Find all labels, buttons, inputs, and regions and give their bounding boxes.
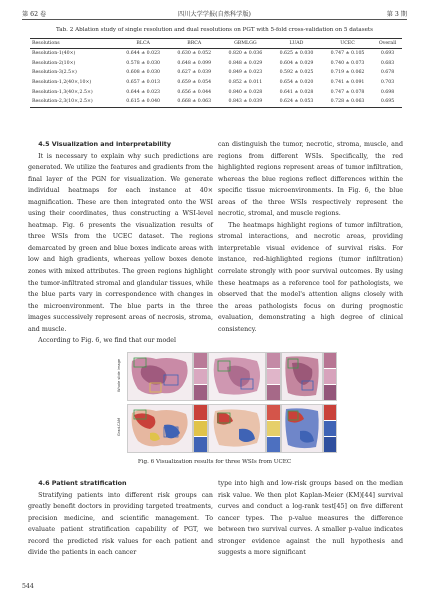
table-cell: 0.747 ± 0.105 (330, 51, 365, 57)
table-header-cell: BLCA (118, 39, 169, 49)
table-cell: 0.659 ± 0.054 (177, 80, 212, 86)
figure-6 (117, 350, 335, 454)
table-cell: 0.604 ± 0.029 (279, 60, 314, 66)
table-header-cell: BRCA (169, 39, 220, 49)
table-header-cell: Overall (373, 39, 402, 49)
paragraph: It is necessary to explain why such predictions are generated. We utilize the features and gradients from the final layer of the PGN for visualization. We generate individual heatmaps for each instance at 40× magnification. These are then integrated onto the WSI using their coordinates, thus constructing a WSI-level heatmap. Fig. 6 presents the visualization results of three WSIs from the UCEC dataset. The regions demarcated by green and blue boxes indicate areas with low and high gradients, whereas yellow boxes denote zones with mixed attributes. The green regions highlight the tumor-infiltrated stromal and glandular tissues, while the blue parts vary in correspondence with changes in the microenvironment. The blue parts in the three images successively represent areas of necrosis, stroma, and muscle. (28, 152, 213, 333)
table-header-cell: Resolutions (30, 39, 118, 49)
table-cell: Resolution-1,2(40×,10×) (32, 80, 92, 86)
table-row (30, 87, 402, 97)
wsi-image-3-art (282, 353, 322, 400)
table-cell: 0.852 ± 0.011 (228, 80, 263, 86)
table-cell: 0.678 (380, 70, 395, 76)
table-cell: 0.840 ± 0.028 (228, 89, 263, 95)
right-column-bottom (218, 478, 403, 559)
table-cell: 0.740 ± 0.073 (330, 60, 365, 66)
section-heading-4-5: 4.5 Visualization and interpretability (38, 140, 172, 148)
table-cell: 0.719 ± 0.062 (330, 70, 365, 76)
table-row (30, 59, 402, 69)
table-cell: 0.654 ± 0.020 (279, 80, 314, 86)
table-cell: 0.747 ± 0.078 (330, 89, 365, 95)
figure-caption: Fig. 6 Visualization results for three WSIs from UCEC (137, 459, 292, 465)
table-cell: 0.644 ± 0.023 (126, 89, 161, 95)
table-caption: Tab. 2 Ablation study of single resolution and dual resolutions on PGT with 5-fold cross-validation on 5 datasets (55, 27, 374, 33)
left-column-bottom (28, 478, 213, 559)
table-cell: 0.578 ± 0.030 (126, 60, 161, 66)
table-cell: 0.683 (380, 60, 395, 66)
wsi-zoom-strip-1 (193, 352, 208, 401)
journal-name: 四川大学学报(自然科学版) (178, 11, 251, 18)
gradcam-zoom-strip-2 (266, 404, 281, 453)
table-cell: 0.849 ± 0.023 (228, 70, 263, 76)
table-row (30, 97, 402, 107)
table-cell: 0.698 (380, 89, 395, 95)
gradcam-zoom-strip-1-art (194, 405, 207, 452)
table-header-cell: UCEC (322, 39, 373, 49)
table-header-cell: GBMLGG (220, 39, 271, 49)
paragraph: According to Fig. 6, we find that our model (38, 337, 177, 345)
wsi-image-2 (208, 352, 266, 401)
table-cell: Resolution-2(10×) (32, 60, 76, 66)
table-cell: Resolution-1,3(40×,2.5×) (32, 89, 93, 95)
table-cell: 0.625 ± 0.030 (279, 51, 314, 57)
table-cell: Resolution-3(2.5×) (32, 70, 77, 76)
gradcam-image-2 (208, 404, 266, 453)
gradcam-image-3 (281, 404, 323, 453)
right-column-top (218, 139, 403, 335)
volume-label: 第 62 卷 (22, 11, 47, 18)
header-rule (22, 19, 407, 20)
wsi-image-1 (127, 352, 193, 401)
table-cell: 0.728 ± 0.063 (322, 97, 373, 107)
table-cell: 0.624 ± 0.053 (271, 97, 322, 107)
table-cell: 0.627 ± 0.039 (177, 70, 212, 76)
table-cell: 0.668 ± 0.063 (169, 97, 220, 107)
running-header (22, 9, 407, 19)
row-label-gradcam: Grad-CAM (117, 417, 121, 437)
wsi-zoom-strip-3 (323, 352, 337, 401)
paragraph: can distinguish the tumor, necrotic, stroma, muscle, and regions from different WSIs. Specifically, the red highlighted regions represent areas of tumor infiltration, whereas the blue regions reflect differences within the specific tissue microenvironments. In Fig. 6, the blue areas of the three WSIs respectively represent the necrotic, stromal, and muscle regions. (218, 141, 403, 218)
table-cell: 0.608 ± 0.030 (126, 70, 161, 76)
table-cell: 0.657 ± 0.013 (126, 80, 161, 86)
wsi-zoom-strip-2 (266, 352, 281, 401)
table-cell: 0.630 ± 0.052 (177, 51, 212, 57)
paragraph: The heatmaps highlight regions of tumor infiltration, stromal interactions, and necrotic areas, providing interpretable visual evidence of survival risks. For instance, red-highlighted regions (tumor infiltration) correlate strongly with poor survival outcomes. By using these heatmaps as a reference tool for pathologists, we observed that the model's attention aligns closely with the areas pathologists focus on during prognostic evaluation, demonstrating a high degree of clinical consistency. (218, 221, 403, 333)
gradcam-image-2-art (209, 405, 265, 452)
table-header-row (30, 39, 402, 49)
gradcam-zoom-strip-3-art (324, 405, 336, 452)
paragraph: Stratifying patients into different risk groups can greatly benefit doctors in providing targeted treatments, precision medicine, and scientific management. To evaluate patient stratification capability of PGT, we record the predicted risk values for each patient and divide the patients in each cancer (28, 491, 213, 557)
table-row (30, 68, 402, 78)
table-cell: 0.703 (380, 80, 395, 86)
wsi-zoom-strip-2-art (267, 353, 280, 400)
table-header-cell: LUAD (271, 39, 322, 49)
table-cell: 0.615 ± 0.040 (118, 97, 169, 107)
table-cell: Resolution-2,3(10×,2.5×) (30, 97, 118, 107)
page-number: 544 (22, 583, 34, 590)
table-cell: 0.644 ± 0.023 (126, 51, 161, 57)
table-cell: 0.741 ± 0.091 (330, 80, 365, 86)
table-row (30, 78, 402, 88)
gradcam-zoom-strip-1 (193, 404, 208, 453)
gradcam-image-1-art (128, 405, 192, 452)
paragraph: type into high and low-risk groups based on the median risk value. We then plot Kaplan-Meier (KM)[44] survival curves and conduct a log-rank test[45] on five different cancer types. The p-value measures the difference between two survival curves. A smaller p-value indicates stronger evidence against the null hypothesis and suggests a more significant (218, 480, 403, 557)
table-cell: 0.693 (380, 51, 395, 57)
table-cell: 0.848 ± 0.029 (228, 60, 263, 66)
table-cell: 0.648 ± 0.099 (177, 60, 212, 66)
gradcam-zoom-strip-2-art (267, 405, 280, 452)
table-cell: 0.820 ± 0.036 (228, 51, 263, 57)
table-cell: 0.695 (373, 97, 402, 107)
issue-label: 第 3 期 (386, 11, 407, 18)
table-row (30, 49, 402, 59)
wsi-image-3 (281, 352, 323, 401)
ablation-table (30, 38, 402, 108)
table-cell: 0.843 ± 0.039 (220, 97, 271, 107)
left-column-top (28, 139, 213, 347)
table-cell: 0.641 ± 0.028 (279, 89, 314, 95)
gradcam-image-1 (127, 404, 193, 453)
table-cell: 0.592 ± 0.025 (279, 70, 314, 76)
wsi-image-2-art (209, 353, 265, 400)
gradcam-zoom-strip-3 (323, 404, 337, 453)
gradcam-image-3-art (282, 405, 322, 452)
table-cell: 0.656 ± 0.044 (177, 89, 212, 95)
wsi-zoom-strip-1-art (194, 353, 207, 400)
wsi-image-1-art (128, 353, 192, 400)
row-label-wsi: Whole slide image (117, 358, 121, 392)
wsi-zoom-strip-3-art (324, 353, 336, 400)
table-cell: Resolution-1(40×) (32, 51, 76, 57)
section-heading-4-6: 4.6 Patient stratification (38, 479, 127, 487)
